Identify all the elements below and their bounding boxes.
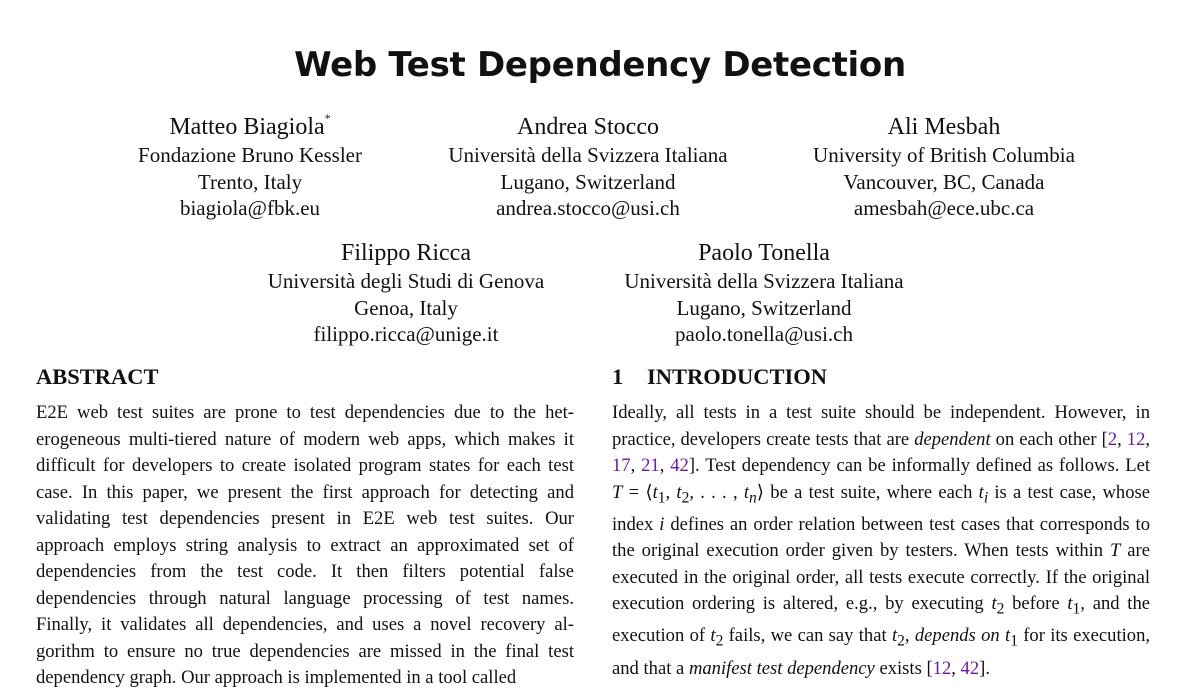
author-email[interactable]: paolo.tonella@usi.ch: [675, 322, 853, 346]
author-name: Andrea Stocco: [517, 114, 659, 140]
author-location: Trento, Italy: [197, 169, 303, 194]
author-location: Lugano, Switzerland: [676, 295, 852, 320]
author-block: [70, 112, 430, 222]
author-location: Genoa, Italy: [354, 295, 458, 320]
abstract-text: E2E web test suites are prone to test dependencies due to the heterogeneous multi-tiered nature of modern web apps, which makes it difficult for developers to create isolated program states for each test case. In this paper, we present the first approach for detecting and validating test dependencies present in E2E web test suites. Our approach employs string analysis to extract an approximated set of dependencies from the test code. It then filters potential false dependencies through natural language processing of test names. Finally, it validates all dependencies, and uses a novel recovery algorithm to ensure no true dependencies are missed in the final test dependency graph. Our approach is implemented in a tool called: [36, 402, 574, 688]
author-location: Lugano, Switzerland: [500, 169, 676, 194]
introduction-paragraph: Ideally, all tests in a test suite should be independent. However, in practice, developers create tests that are dependent on each other [2, 12, 17, 21, 42]. Test dependency can be informally defined as follows. Let $T = ⟨t_1$, $t_2$, . . . , $t_n⟩$ be a test suite, where each $t_i$ is a test case, whose index i defines an order relation between test cases that corresponds to the original execution order given by testers. When tests within T are executed in the original order, all tests execute correctly. If the original execution ordering is altered, e.g., by executing $t_2$ before $t_1$, and the execution of $t_2$ fails, we can say that $t_2$, depends on $t_1$ for its execution, and that a manifest test dependency exists [12, 42].: [612, 402, 1151, 679]
author-affiliation: Università della Svizzera Italiana: [448, 143, 728, 167]
section-number: 1: [612, 364, 624, 389]
citation-link[interactable]: 42: [670, 455, 689, 476]
citation-link[interactable]: 12: [1126, 428, 1146, 450]
citation-link[interactable]: 21: [641, 455, 660, 476]
author-block: [578, 238, 950, 348]
author-name: Ali Mesbah: [887, 114, 1001, 140]
abstract-section: [36, 362, 574, 692]
paper-title: Web Test Dependency Detection: [294, 45, 906, 85]
citation-link[interactable]: 17: [612, 455, 631, 476]
author-block: [402, 112, 774, 222]
author-email[interactable]: andrea.stocco@usi.ch: [496, 196, 680, 220]
author-affiliation: Università degli Studi di Genova: [267, 269, 545, 293]
citation-link[interactable]: 2: [1107, 428, 1118, 450]
abstract-heading: ABSTRACT: [36, 364, 159, 389]
author-name: Matteo Biagiola: [169, 114, 325, 140]
author-email[interactable]: filippo.ricca@unige.it: [313, 322, 499, 346]
section-title: INTRODUCTION: [647, 364, 828, 389]
author-email[interactable]: biagiola@fbk.eu: [179, 196, 321, 220]
author-affiliation: University of British Columbia: [813, 143, 1075, 167]
author-block: [236, 238, 576, 348]
author-name: Paolo Tonella: [698, 240, 830, 266]
author-email[interactable]: amesbah@ece.ubc.ca: [853, 196, 1035, 220]
author-footnote-mark: *: [324, 111, 331, 125]
author-name: Filippo Ricca: [341, 240, 471, 266]
author-affiliation: Fondazione Bruno Kessler: [138, 143, 362, 167]
author-affiliation: Università della Svizzera Italiana: [624, 269, 904, 293]
citation-link[interactable]: 42: [960, 657, 980, 679]
author-location: Vancouver, BC, Canada: [843, 169, 1045, 194]
introduction-section: [612, 362, 1150, 682]
introduction-heading: [612, 362, 1150, 392]
citation-link[interactable]: 12: [932, 657, 952, 679]
author-block: [784, 112, 1104, 222]
math-variable: T: [612, 481, 623, 503]
